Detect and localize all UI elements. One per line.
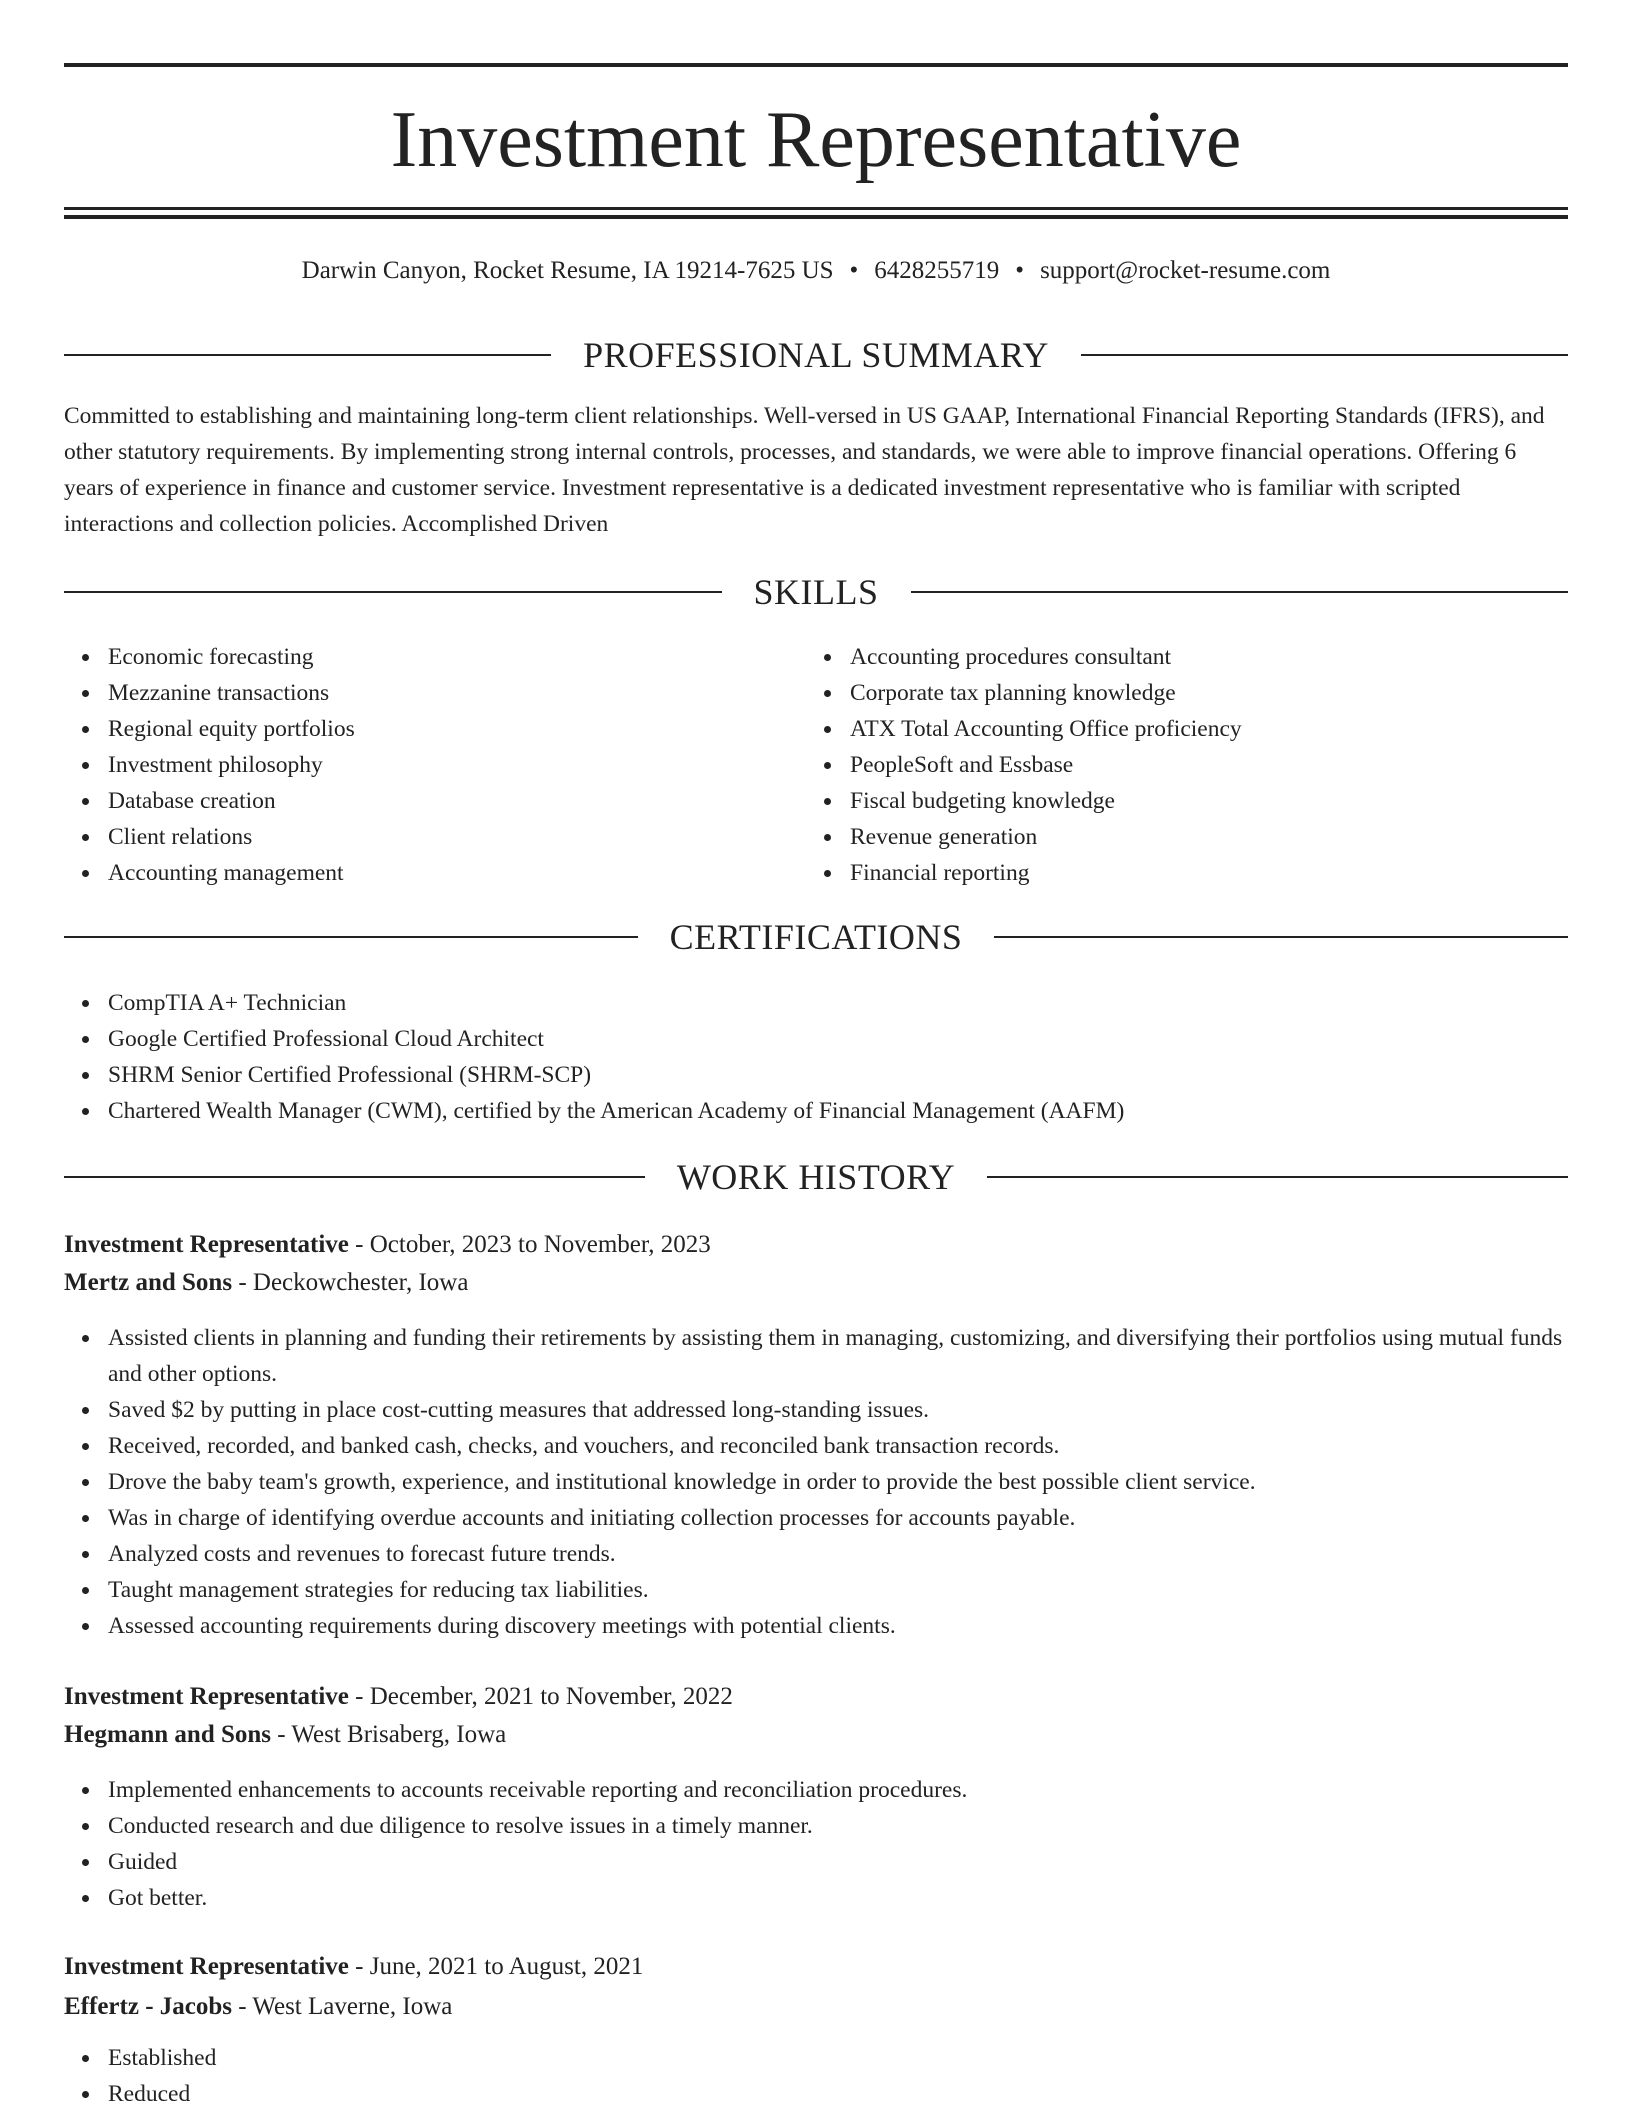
job-title: Investment Representative [64,1953,349,1980]
divider-line [987,1176,1568,1178]
job-bullet: Guided [108,1844,1568,1880]
job-bullet: Got better. [108,1880,1568,1916]
top-rule [64,63,1568,67]
section-title: SKILLS [753,572,879,612]
contact-email: support@rocket-resume.com [1040,257,1331,284]
section-title: WORK HISTORY [676,1157,956,1197]
work-history-heading [64,1153,1568,1201]
skill-item: Accounting management [108,855,804,891]
job-bullets [64,1772,1568,1916]
skill-item: Economic forecasting [108,639,804,675]
skill-item: Mezzanine transactions [108,675,804,711]
job-bullet: Received, recorded, and banked cash, checks, and vouchers, and reconciled bank transaction records. [108,1428,1568,1464]
summary-text: Committed to establishing and maintaining long-term client relationships. Well-versed in US GAAP, International Financial Reporting Standards (IFRS), and other statutory requirements. By implementing strong internal controls, processes, and standards, we were able to improve financial operations. Offering 6 years of experience in finance and customer service. Investment representative is a dedicated investment representative who is familiar with scripted interactions and collection policies. Accomplished Driven [64,403,1545,537]
section-title: CERTIFICATIONS [669,917,963,957]
section-title: PROFESSIONAL SUMMARY [583,335,1049,375]
job-bullet: Analyzed costs and revenues to forecast future trends. [108,1536,1568,1572]
job-bullet: Drove the baby team's growth, experience, and institutional knowledge in order to provide the best possible client service. [108,1464,1568,1500]
divider-line [64,936,638,938]
skill-item: Accounting procedures consultant [850,639,1568,675]
job-bullet: Was in charge of identifying overdue accounts and initiating collection processes for accounts payable. [108,1500,1568,1536]
job-company-line [64,1716,1568,1754]
job-company: Mertz and Sons [64,1269,233,1296]
job-title: Investment Representative [64,1231,349,1258]
job-bullet: Assisted clients in planning and funding their retirements by assisting them in managing, customizing, and diversifying their portfolios using mutual funds and other options. [108,1320,1568,1392]
job-bullets [64,2040,1568,2112]
job-bullet: Reduced [108,2076,1568,2112]
job-company-line [64,1264,1568,1302]
certifications-heading [64,913,1568,961]
job-title: Investment Representative [64,1683,349,1710]
skills-list-right [806,639,1568,891]
job-bullet: Saved $2 by putting in place cost-cutting measures that addressed long-standing issues. [108,1392,1568,1428]
resume-title: Investment Representative [390,96,1242,184]
skill-item: PeopleSoft and Essbase [850,747,1568,783]
skills-heading [64,568,1568,616]
job-location: - West Laverne, Iowa [232,1993,453,2020]
job-bullet: Conducted research and due diligence to resolve issues in a timely manner. [108,1808,1568,1844]
divider-line [64,591,722,593]
job-dates: - December, 2021 to November, 2022 [348,1683,733,1710]
job-dates: - June, 2021 to August, 2021 [348,1953,644,1980]
divider-line [1081,354,1568,356]
job-location: - Deckowchester, Iowa [232,1269,469,1296]
title-rule-lower [64,215,1568,219]
job-dates: - October, 2023 to November, 2023 [348,1231,711,1258]
job-bullet: Taught management strategies for reducing tax liabilities. [108,1572,1568,1608]
job-company: Hegmann and Sons [64,1721,272,1748]
job-location: - West Brisaberg, Iowa [271,1721,507,1748]
job-bullets [64,1320,1568,1644]
job-bullet: Implemented enhancements to accounts receivable reporting and reconciliation procedures. [108,1772,1568,1808]
certification-item: CompTIA A+ Technician [108,985,1568,1021]
skill-item: ATX Total Accounting Office proficiency [850,711,1568,747]
certifications-list [64,985,1568,1129]
certification-item: Google Certified Professional Cloud Architect [108,1021,1568,1057]
skill-item: Investment philosophy [108,747,804,783]
skill-item: Revenue generation [850,819,1568,855]
skill-item: Financial reporting [850,855,1568,891]
skill-item: Database creation [108,783,804,819]
job-company: Effertz - Jacobs [64,1993,232,2020]
title-rule-upper [64,207,1568,210]
divider-line [64,354,551,356]
job-title-line [64,1678,1568,1716]
job-title-line [64,1226,1568,1264]
contact-phone: 6428255719 [874,257,1000,284]
contact-line [64,253,1568,289]
job-bullet: Established [108,2040,1568,2076]
job-title-line [64,1948,1568,1986]
skill-item: Corporate tax planning knowledge [850,675,1568,711]
skills-list-left [64,639,804,891]
divider-line [911,591,1569,593]
divider-line [994,936,1568,938]
job-bullet: Assessed accounting requirements during discovery meetings with potential clients. [108,1608,1568,1644]
certification-item: SHRM Senior Certified Professional (SHRM-SCP) [108,1057,1568,1093]
divider-line [64,1176,645,1178]
contact-separator: • [849,257,859,284]
summary-heading [64,331,1568,379]
skill-item: Regional equity portfolios [108,711,804,747]
skill-item: Client relations [108,819,804,855]
job-company-line [64,1988,1568,2026]
skill-item: Fiscal budgeting knowledge [850,783,1568,819]
contact-separator: • [1015,257,1025,284]
certification-item: Chartered Wealth Manager (CWM), certified by the American Academy of Financial Management (AAFM) [108,1093,1568,1129]
contact-address: Darwin Canyon, Rocket Resume, IA 19214-7625 US [301,257,834,284]
